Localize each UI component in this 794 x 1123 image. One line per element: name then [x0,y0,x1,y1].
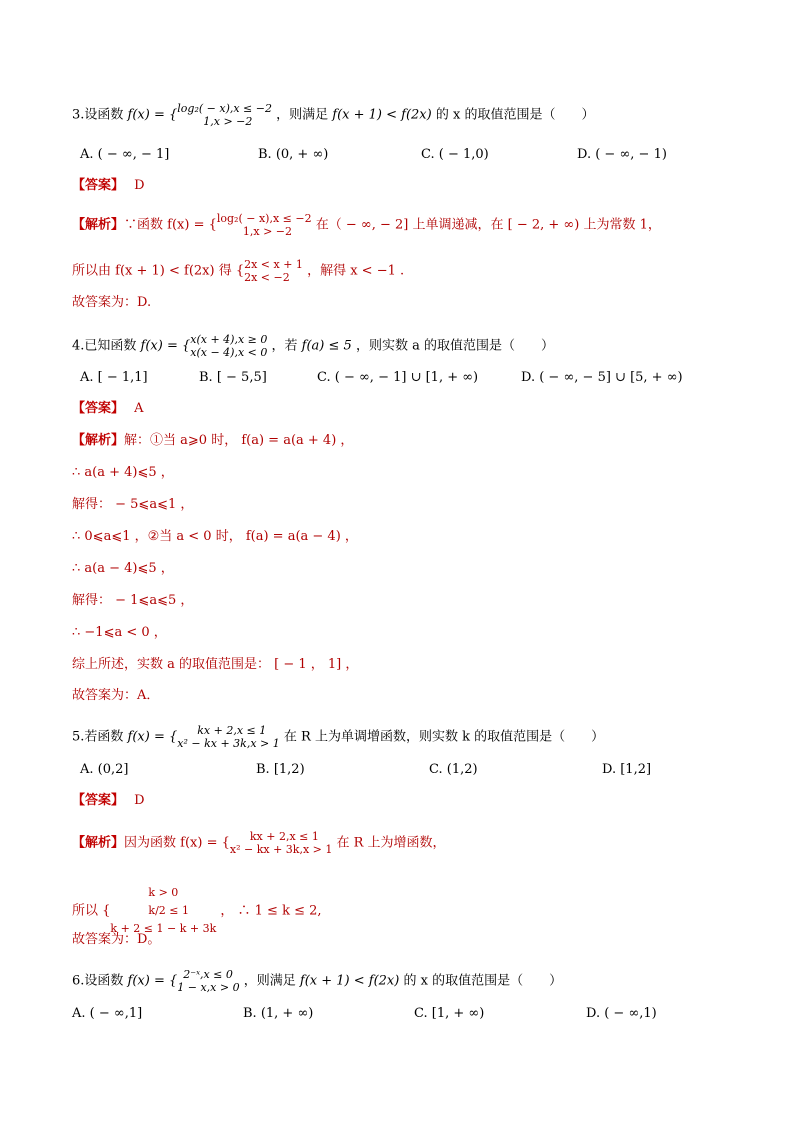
q6-fx: f(x) = { [127,973,178,989]
q6-option-a: A. ( − ∞,1] [72,1006,143,1021]
q3-exp2-b: ，解得 x < −1 . [307,263,405,279]
q3-explanation-line-2 [72,258,404,284]
q5-explanation-line-1 [72,830,446,856]
q5-case1: kx + 2,x ≤ 1 [197,724,267,737]
q5-exp-piecewise [230,830,332,856]
q3-option-a: A. ( − ∞, − 1] [80,147,170,162]
q4-mid: ，若 [271,338,298,354]
q3-sys-case2: 2x < −2 [244,271,290,284]
q3-exp2-a: 所以由 f(x + 1) < f(2x) 得 { [72,263,245,279]
answer-label: 【答案】 [72,793,125,808]
q6-stem [72,968,562,994]
q6-option-d: D. ( − ∞,1) [586,1006,657,1021]
q4-option-b: B. [ − 5,5] [199,370,267,385]
q4-case2: x(x − 4),x < 0 [190,346,268,359]
q6-prefix: 6.设函数 [72,973,124,989]
q4-exp-line: ∴ −1⩽a < 0 ， [72,625,167,640]
q5-fx: f(x) = { [127,729,178,745]
q5-sys-case3: k + 2 ≤ 1 − k + 3k [110,922,217,935]
q5-stem [72,724,604,750]
q4-answer [72,401,144,417]
q6-ineq: f(x + 1) < f(2x) [299,973,400,989]
q6-option-b: B. (1, + ∞) [243,1006,314,1021]
q5-option-a: A. (0,2] [80,762,129,777]
q5-exp-case1: kx + 2,x ≤ 1 [249,830,319,843]
q3-fx: f(x) = { [127,107,178,123]
q4-exp-line: 综上所述，实数 a 的取值范围是： [ − 1 ， 1] ， [72,657,359,672]
q4-explanation-line-1 [72,433,353,449]
q5-suffix: 在 R 上为单调增函数，则实数 k 的取值范围是（ ） [283,729,605,745]
q3-exp1-b: 在（ − ∞, − 2] 上单调递减，在 [ − 2, + ∞) 上为常数 1， [315,217,661,233]
q3-case2: 1,x > −2 [203,115,253,128]
q3-stem [72,102,594,128]
q3-exp-piecewise [217,212,312,238]
q4-exp-line: ∴ 0⩽a⩽1 ，②当 a < 0 时， f(a) = a(a − 4) ， [72,529,358,544]
q5-piecewise [177,724,279,750]
q5-explanation-line-2 [72,884,322,938]
q5-conclusion: 故答案为：D。 [72,932,161,947]
q3-option-d: D. ( − ∞, − 1) [577,147,667,162]
q5-case2: x² − kx + 3k,x > 1 [177,737,280,750]
q3-exp1-a: ∵函数 f(x) = { [124,217,217,233]
q3-piecewise [177,102,272,128]
q4-answer-value: A [134,401,144,416]
q5-exp1-a: 因为函数 f(x) = { [124,835,230,851]
q3-option-b: B. (0, + ∞) [258,147,329,162]
q6-option-c: C. [1, + ∞) [414,1006,485,1021]
q3-sys-case1: 2x < x + 1 [244,258,303,271]
q3-answer [72,178,145,194]
q5-sys-case2: k/2 ≤ 1 [148,904,189,917]
q5-prefix: 5.若函数 [72,729,124,745]
answer-label: 【答案】 [72,178,125,193]
q4-exp-line: ∴ a(a + 4)⩽5 ， [72,465,174,480]
q5-sys-case1: k > 0 [148,886,179,899]
q4-suffix: ，则实数 a 的取值范围是（ ） [355,338,554,354]
q3-ineq: f(x + 1) < f(2x) [332,107,432,123]
q3-explanation-line-1 [72,212,661,238]
q5-answer [72,793,145,809]
q4-ineq: f(a) ≤ 5 [301,338,352,354]
q3-case1: log₂( − x),x ≤ −2 [177,102,272,115]
q4-case1: x(x + 4),x ≥ 0 [190,333,268,346]
q4-exp-line: 解得： − 5⩽a⩽1 ， [72,497,194,512]
q4-option-a: A. [ − 1,1] [80,370,148,385]
q3-exp-case1: log₂( − x),x ≤ −2 [216,212,312,225]
q3-conclusion: 故答案为：D. [72,295,152,310]
q5-sys-suffix: ， ∴ 1 ≤ k ≤ 2, [220,903,322,919]
explanation-label: 【解析】 [72,433,125,448]
q5-option-b: B. [1,2) [256,762,305,777]
explanation-label: 【解析】 [72,835,125,851]
q5-exp-case2: x² − kx + 3k,x > 1 [229,843,333,856]
q6-case2: 1 − x,x > 0 [177,981,240,994]
q6-case1: 2⁻ˣ,x ≤ 0 [183,968,233,981]
q4-fx: f(x) = { [140,338,191,354]
q4-prefix: 4.已知函数 [72,338,137,354]
q6-suffix: 的 x 的取值范围是（ ） [403,973,563,989]
q4-exp-line: ∴ a(a − 4)⩽5 ， [72,561,174,576]
q5-exp-system [110,884,216,938]
q3-answer-value: D [134,178,145,193]
q5-exp1-b: 在 R 上为增函数， [336,835,446,851]
answer-label: 【答案】 [72,401,125,416]
q4-exp-line: 解得： − 1⩽a⩽5 ， [72,593,194,608]
q3-exp-system [244,258,303,284]
q6-mid: ，则满足 [243,973,296,989]
q4-piecewise [190,333,267,359]
q5-sys-prefix: 所以 { [72,903,111,919]
q4-stem [72,333,554,359]
q4-conclusion: 故答案为：A． [72,688,160,703]
q5-option-d: D. [1,2] [602,762,652,777]
q3-option-c: C. ( − 1,0) [421,147,489,162]
q3-exp-case2: 1,x > −2 [242,225,292,238]
q6-piecewise [177,968,239,994]
q4-option-d: D. ( − ∞, − 5] ∪ [5, + ∞) [521,370,683,385]
q3-suffix: 的 x 的取值范围是（ ） [435,107,595,123]
q4-option-c: C. ( − ∞, − 1] ∪ [1, + ∞) [317,370,479,385]
q3-mid: ，则满足 [276,107,329,123]
q5-option-c: C. (1,2) [429,762,478,777]
q3-prefix: 3.设函数 [72,107,124,123]
q4-exp-line: 解：①当 a⩾0 时， f(a) = a(a + 4) ， [124,433,354,448]
explanation-label: 【解析】 [72,217,125,233]
q5-answer-value: D [134,793,145,808]
